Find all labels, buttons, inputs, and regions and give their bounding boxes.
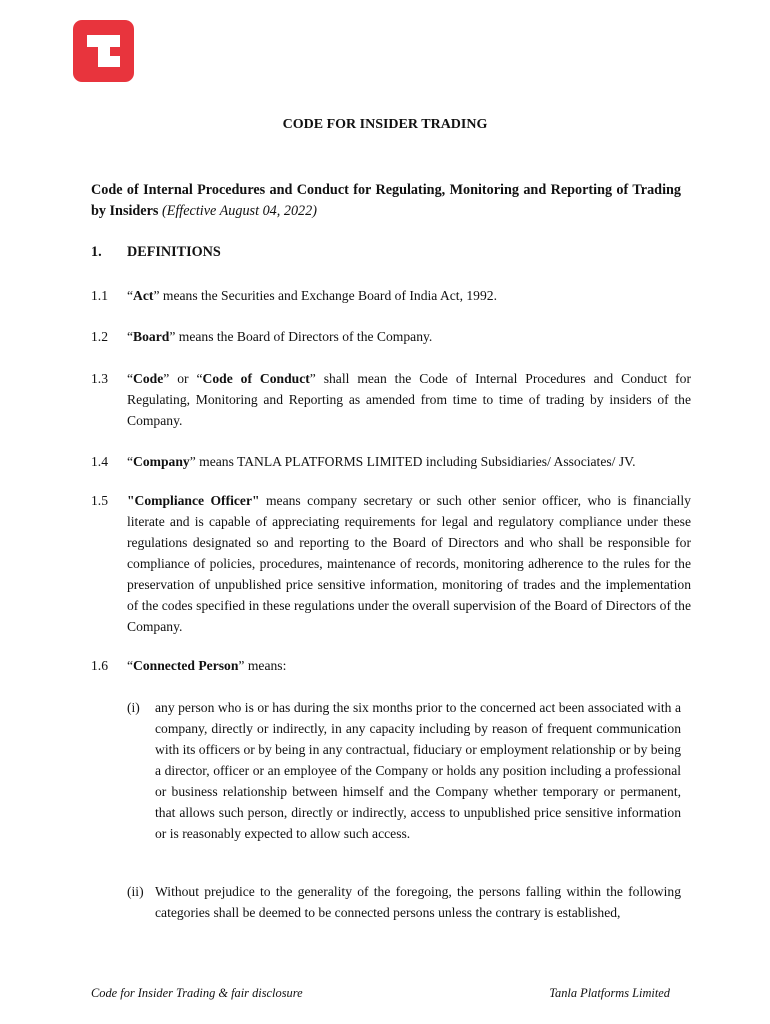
- logo-shape-stem: [98, 47, 110, 67]
- clause-text: [127, 285, 691, 306]
- quote-mid: ” or “: [163, 371, 203, 386]
- definition: means the Securities and Exchange Board of India Act, 1992.: [159, 288, 497, 303]
- defined-term: Connected Person: [133, 658, 239, 673]
- quote-open: “: [127, 454, 134, 469]
- clause-number: 1.2: [91, 329, 108, 344]
- clause-1-2: [91, 326, 691, 347]
- quote-close: ”: [309, 371, 316, 386]
- defined-term: Code: [133, 371, 164, 386]
- clause-1-6: [91, 655, 691, 676]
- section-number: 1.: [91, 244, 102, 260]
- quote-open: “: [127, 329, 134, 344]
- defined-term: Company: [133, 454, 190, 469]
- logo-shape-top: [87, 35, 120, 47]
- defined-term: Board: [133, 329, 170, 344]
- clause-text: [127, 490, 691, 637]
- logo-shape-foot: [110, 56, 120, 67]
- subclause-text: Without prejudice to the generality of the foregoing, the persons falling within the following categories shall be deemed to be connected persons unless the contrary is established,: [155, 884, 681, 920]
- clause-text: [127, 326, 691, 347]
- subtitle-main: Code of Internal Procedures and Conduct for Regulating, Monitoring and Reporting of Trading by Insiders: [91, 182, 681, 219]
- quote-open: “: [127, 288, 134, 303]
- section-heading-definitions: [91, 244, 221, 261]
- clause-1-4: [91, 451, 691, 472]
- clause-number: 1.3: [91, 371, 108, 386]
- footer-right: Tanla Platforms Limited: [549, 986, 670, 1000]
- clause-number: 1.1: [91, 288, 108, 303]
- clause-1-5: [91, 490, 691, 637]
- definition: means the Board of Directors of the Company.: [175, 329, 433, 344]
- footer-left: Code for Insider Trading & fair disclosure: [91, 986, 303, 1000]
- definition: means company secretary or such other senior officer, who is financially literate and is capable of appreciating requirements for legal and regulatory compliance under these regulations designated so and reporting to the Board of Directors and who shall be responsible for compliance of policies, procedures, maintenance of records, monitoring adherence to the rules for the preservation of unpublished price sensitive information, monitoring of trades and the implementation of the codes specified in these regulations under the overall supervision of the Board of Directors of the Company.: [127, 493, 691, 634]
- defined-term: Act: [133, 288, 154, 303]
- definition: means TANLA PLATFORMS LIMITED including Subsidiaries/ Associates/ JV.: [195, 454, 636, 469]
- section-title: DEFINITIONS: [127, 244, 221, 260]
- quote-close: ”: [153, 288, 160, 303]
- clause-1-3: [91, 368, 691, 431]
- quote-close: ”: [238, 658, 245, 673]
- clause-1-1: [91, 285, 691, 306]
- definition: means:: [244, 658, 287, 673]
- clause-text: [127, 368, 691, 431]
- defined-term: "Compliance Officer": [127, 493, 260, 508]
- document-subtitle: [91, 180, 681, 222]
- subclause-number: (i): [127, 700, 140, 715]
- clause-number: 1.6: [91, 658, 108, 673]
- subclause-ii: [127, 881, 681, 923]
- quote-close: ”: [189, 454, 196, 469]
- subclause-number: (ii): [127, 884, 144, 899]
- defined-term-2: Code of Conduct: [202, 371, 310, 386]
- quote-open: “: [127, 658, 134, 673]
- subclause-text: any person who is or has during the six months prior to the concerned act been associated with a company, directly or indirectly, in any capacity including by reason of frequent communication with its officers or by being in any contractual, fiduciary or employment relationship or by being a director, officer or an employee of the Company or holds any position including a professional or business relationship between himself and the Company whether temporary or permanent, that allows such person, directly or indirectly, access to unpublished price sensitive information or is reasonably expected to allow such access.: [155, 700, 681, 841]
- clause-text: [127, 655, 691, 676]
- tanla-logo: [73, 20, 134, 82]
- document-title: CODE FOR INSIDER TRADING: [282, 117, 488, 132]
- quote-close: ”: [169, 329, 176, 344]
- clause-number: 1.5: [91, 493, 108, 508]
- subclause-i: [127, 697, 681, 844]
- definition: shall mean the Code of Internal Procedures and Conduct for Regulating, Monitoring and Reporting as amended from time to time of trading by insiders of the Company.: [127, 371, 691, 428]
- clause-number: 1.4: [91, 454, 108, 469]
- clause-text: [127, 451, 691, 472]
- effective-date: (Effective August 04, 2022): [161, 203, 317, 219]
- quote-open: “: [127, 371, 134, 386]
